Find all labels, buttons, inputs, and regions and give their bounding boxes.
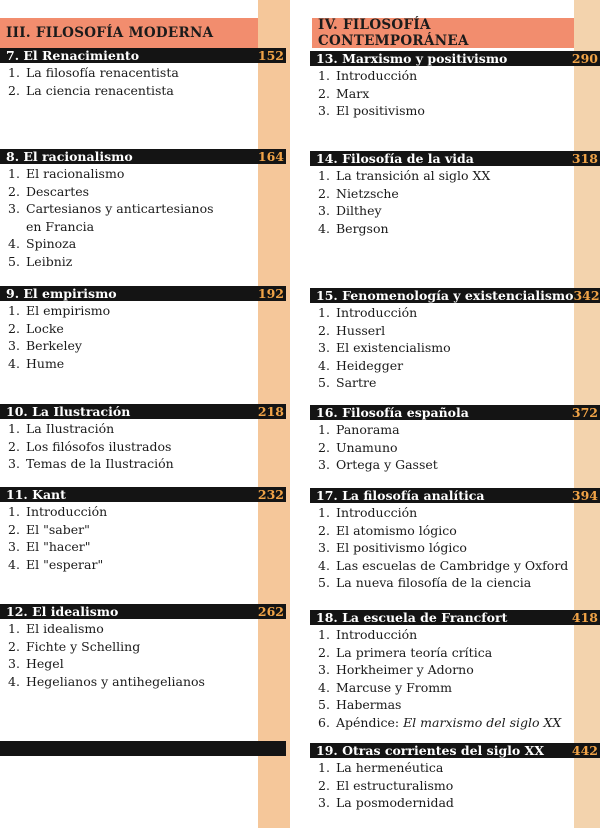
chapter-header-bar [310, 405, 600, 420]
section-title: El idealismo [26, 621, 104, 636]
chapter-block [310, 610, 600, 732]
section-number: 2. [8, 638, 20, 654]
chapter-section-list [310, 420, 600, 474]
chapter-page-number: 394 [571, 488, 598, 503]
section-title: La hermenéutica [336, 760, 444, 775]
section-title: Hume [26, 355, 65, 371]
chapter-header-bar [310, 288, 600, 303]
section-title: Cartesianos y anticartesianos [26, 201, 214, 217]
chapter-title: 14. Filosofía de la vida [316, 151, 474, 166]
section-number: 1. [318, 505, 330, 520]
chapter-title: 11. Kant [6, 487, 66, 502]
section-number: 1. [8, 621, 20, 636]
section-title: Introducción [336, 627, 418, 642]
section-number: 4. [8, 556, 20, 572]
section-item [318, 339, 600, 357]
section-item [318, 439, 600, 457]
section-item [318, 167, 600, 185]
section-item [8, 655, 286, 673]
chapter-header-bar [0, 741, 286, 756]
section-number: 5. [318, 697, 330, 713]
section-item [8, 438, 286, 456]
section-number: 1. [318, 422, 330, 437]
chapter-block [0, 404, 286, 473]
section-number: 1. [318, 168, 330, 183]
section-title: Las escuelas de Cambridge y Oxford [336, 557, 569, 573]
chapter-page-number: 418 [571, 610, 598, 625]
chapter-section-list [310, 166, 600, 237]
section-title: Hegel [26, 656, 64, 672]
section-item [8, 620, 286, 638]
chapter-section-list [310, 66, 600, 120]
section-title: El existencialismo [336, 340, 451, 356]
section-number: 4. [318, 557, 330, 573]
section-item [318, 574, 600, 592]
section-title: Unamuno [336, 439, 398, 455]
section-title: El atomismo lógico [336, 522, 457, 538]
section-number: 1. [8, 303, 20, 318]
section-number: 3. [318, 203, 330, 219]
chapter-header-bar [0, 286, 286, 301]
section-item [318, 759, 600, 777]
chapter-block [0, 604, 286, 690]
section-title: Ortega y Gasset [336, 457, 438, 473]
section-title: Leibniz [26, 253, 73, 269]
section-number: 2. [318, 439, 330, 455]
section-item [318, 102, 600, 120]
section-item [8, 320, 286, 338]
section-title: Bergson [336, 220, 389, 236]
section-number: 2. [8, 521, 20, 537]
section-item [318, 714, 600, 732]
section-title: Introducción [336, 305, 418, 320]
part-header-modern [0, 18, 258, 48]
chapter-section-list [310, 503, 600, 592]
section-item [8, 420, 286, 438]
section-number: 4. [8, 673, 20, 689]
section-item [8, 82, 286, 100]
section-number: 1. [318, 68, 330, 83]
chapter-header-bar [0, 48, 286, 63]
chapter-title: 18. La escuela de Francfort [316, 610, 508, 625]
section-title: Introducción [26, 504, 108, 519]
chapter-block [310, 51, 600, 120]
section-item [318, 421, 600, 439]
section-number: 4. [318, 220, 330, 236]
chapter-section-list [0, 619, 286, 690]
section-title: Introducción [336, 505, 418, 520]
section-title: El estructuralismo [336, 777, 454, 793]
section-title: Hegelianos y antihegelianos [26, 673, 205, 689]
section-title: El positivismo [336, 103, 425, 119]
chapter-page-number: 218 [257, 404, 284, 419]
chapter-section-list [0, 502, 286, 573]
section-title: La ciencia renacentista [26, 82, 174, 98]
section-title: Introducción [336, 68, 418, 83]
section-number: 2. [8, 82, 20, 98]
chapter-title: 7. El Renacimiento [6, 48, 140, 63]
chapter-header-bar [310, 151, 600, 166]
section-title: El positivismo lógico [336, 540, 467, 556]
section-item [8, 673, 286, 691]
section-title: Temas de la Ilustración [26, 456, 174, 472]
chapter-block [310, 288, 600, 392]
section-item [8, 200, 286, 218]
section-title: El "hacer" [26, 539, 91, 555]
section-title: Sartre [336, 375, 377, 391]
section-number: 2. [318, 322, 330, 338]
chapter-title: 9. El empirismo [6, 286, 117, 301]
section-number: 3. [8, 456, 20, 472]
section-title: El racionalismo [26, 166, 125, 181]
section-item [318, 794, 600, 812]
section-title-continuation: en Francia [26, 218, 95, 234]
section-number: 3. [8, 656, 20, 672]
section-item [8, 455, 286, 473]
section-item [318, 626, 600, 644]
section-title: Locke [26, 320, 64, 336]
section-number: 2. [8, 438, 20, 454]
chapter-section-list [310, 625, 600, 732]
section-number: 6. [318, 714, 330, 730]
chapter-header-bar [310, 743, 600, 758]
section-item [8, 503, 286, 521]
section-title: Berkeley [26, 338, 82, 354]
chapter-block [310, 488, 600, 592]
section-item [318, 185, 600, 203]
section-title: El "saber" [26, 521, 90, 537]
section-number: 5. [318, 375, 330, 391]
chapter-header-bar [310, 488, 600, 503]
section-title-italic: El marxismo del siglo XX [403, 714, 562, 730]
chapter-section-list [0, 63, 286, 99]
section-item [318, 202, 600, 220]
chapter-header-bar [310, 610, 600, 625]
section-number: 1. [8, 65, 20, 80]
section-title: Habermas [336, 697, 402, 713]
chapter-title: 19. Otras corrientes del siglo XX [316, 743, 545, 758]
section-number: 4. [8, 355, 20, 371]
section-item [318, 777, 600, 795]
section-number: 2. [318, 522, 330, 538]
chapter-page-number: 318 [571, 151, 598, 166]
section-item [8, 165, 286, 183]
chapter-header-bar [0, 487, 286, 502]
chapter-section-list [310, 758, 600, 812]
section-item [318, 374, 600, 392]
section-item [318, 644, 600, 662]
chapter-page-number: 372 [571, 405, 598, 420]
chapter-page-number: 232 [257, 487, 284, 502]
chapter-title: 17. La filosofía analítica [316, 488, 485, 503]
section-item [8, 235, 286, 253]
section-title: Descartes [26, 183, 90, 199]
chapter-block [310, 743, 600, 812]
section-item [318, 696, 600, 714]
section-number: 1. [8, 421, 20, 436]
section-item [8, 556, 286, 574]
section-title: La primera teoría crítica [336, 644, 493, 660]
chapter-header-bar [0, 404, 286, 419]
chapter-header-bar [0, 149, 286, 164]
section-number: 1. [318, 627, 330, 642]
section-item [318, 322, 600, 340]
chapter-page-number: 164 [257, 149, 284, 164]
section-item [318, 304, 600, 322]
chapter-page-number: 290 [571, 51, 598, 66]
part-title-left: III. FILOSOFÍA MODERNA [6, 25, 214, 41]
section-item [8, 638, 286, 656]
chapter-block [0, 487, 286, 573]
chapter-section-list [0, 164, 286, 271]
chapter-block [0, 149, 286, 271]
section-number: 1. [318, 305, 330, 320]
section-number: 5. [8, 253, 20, 269]
section-title: Spinoza [26, 236, 77, 252]
chapter-page-number: 262 [257, 604, 284, 619]
section-item [8, 253, 286, 271]
chapter-section-list [0, 301, 286, 372]
section-number: 2. [8, 183, 20, 199]
section-number: 3. [318, 457, 330, 473]
chapter-title: 16. Filosofía española [316, 405, 469, 420]
section-title: Fichte y Schelling [26, 638, 141, 654]
section-number: 4. [318, 679, 330, 695]
section-item [318, 85, 600, 103]
chapter-title: 10. La Ilustración [6, 404, 131, 419]
chapter-title: 13. Marxismo y positivismo [316, 51, 508, 66]
section-number: 3. [8, 338, 20, 354]
chapter-page-number: 152 [257, 48, 284, 63]
section-title: La filosofía renacentista [26, 65, 179, 80]
section-number: 3. [318, 340, 330, 356]
section-item [318, 522, 600, 540]
section-number: 2. [318, 777, 330, 793]
chapter-section-list [310, 303, 600, 392]
section-title: La posmodernidad [336, 795, 454, 811]
section-title: La transición al siglo XX [336, 168, 491, 183]
section-item [318, 220, 600, 238]
section-number: 1. [318, 760, 330, 775]
section-number: 3. [318, 795, 330, 811]
section-item [318, 357, 600, 375]
section-title: Marx [336, 85, 370, 101]
section-title: La Ilustración [26, 421, 115, 436]
chapter-page-number: 442 [571, 743, 598, 758]
section-title: Panorama [336, 422, 400, 437]
section-number: 2. [318, 644, 330, 660]
section-title: Marcuse y Fromm [336, 679, 452, 695]
section-number: 2. [318, 185, 330, 201]
chapter-page-number: 342 [573, 288, 600, 303]
section-item [8, 538, 286, 556]
section-title: La nueva filosofía de la ciencia [336, 575, 532, 591]
section-item [8, 183, 286, 201]
section-title: El "esperar" [26, 556, 104, 572]
section-item [8, 302, 286, 320]
section-number: 3. [318, 103, 330, 119]
section-item [318, 679, 600, 697]
section-item [318, 456, 600, 474]
chapter-title: 8. El racionalismo [6, 149, 133, 164]
section-number: 2. [8, 320, 20, 336]
section-number: 1. [8, 166, 20, 181]
section-number: 3. [8, 201, 20, 217]
section-item [8, 521, 286, 539]
part-title-right: IV. FILOSOFÍA CONTEMPORÁNEA [318, 17, 469, 49]
section-title: Husserl [336, 322, 386, 338]
chapter-section-list [0, 419, 286, 473]
chapter-section-list [0, 756, 286, 757]
section-number: 1. [8, 504, 20, 519]
section-item [318, 67, 600, 85]
chapter-page-number: 192 [257, 286, 284, 301]
chapter-header-bar [0, 604, 286, 619]
section-item [8, 64, 286, 82]
chapter-header-bar [310, 51, 600, 66]
section-title: Horkheimer y Adorno [336, 662, 474, 678]
section-title: Nietzsche [336, 185, 399, 201]
section-title: Heidegger [336, 357, 404, 373]
section-number: 3. [8, 539, 20, 555]
section-item [318, 504, 600, 522]
chapter-block [0, 48, 286, 99]
section-item [318, 557, 600, 575]
chapter-title: 15. Fenomenología y existencialismo [316, 288, 574, 303]
section-number: 5. [318, 575, 330, 591]
section-number: 4. [318, 357, 330, 373]
section-number: 3. [318, 540, 330, 556]
section-item [8, 337, 286, 355]
section-title: El empirismo [26, 303, 111, 318]
section-title: Dilthey [336, 203, 382, 219]
section-number: 3. [318, 662, 330, 678]
chapter-block [310, 405, 600, 474]
section-title: Los filósofos ilustrados [26, 438, 172, 454]
section-item [318, 661, 600, 679]
chapter-title: 12. El idealismo [6, 604, 119, 619]
section-item [8, 355, 286, 373]
section-number: 2. [318, 85, 330, 101]
chapter-block [0, 286, 286, 372]
chapter-block [0, 741, 286, 757]
chapter-block [310, 151, 600, 237]
section-item [318, 539, 600, 557]
part-header-contemporary [312, 18, 574, 48]
section-title: Apéndice: [336, 714, 404, 730]
section-number: 4. [8, 236, 20, 252]
